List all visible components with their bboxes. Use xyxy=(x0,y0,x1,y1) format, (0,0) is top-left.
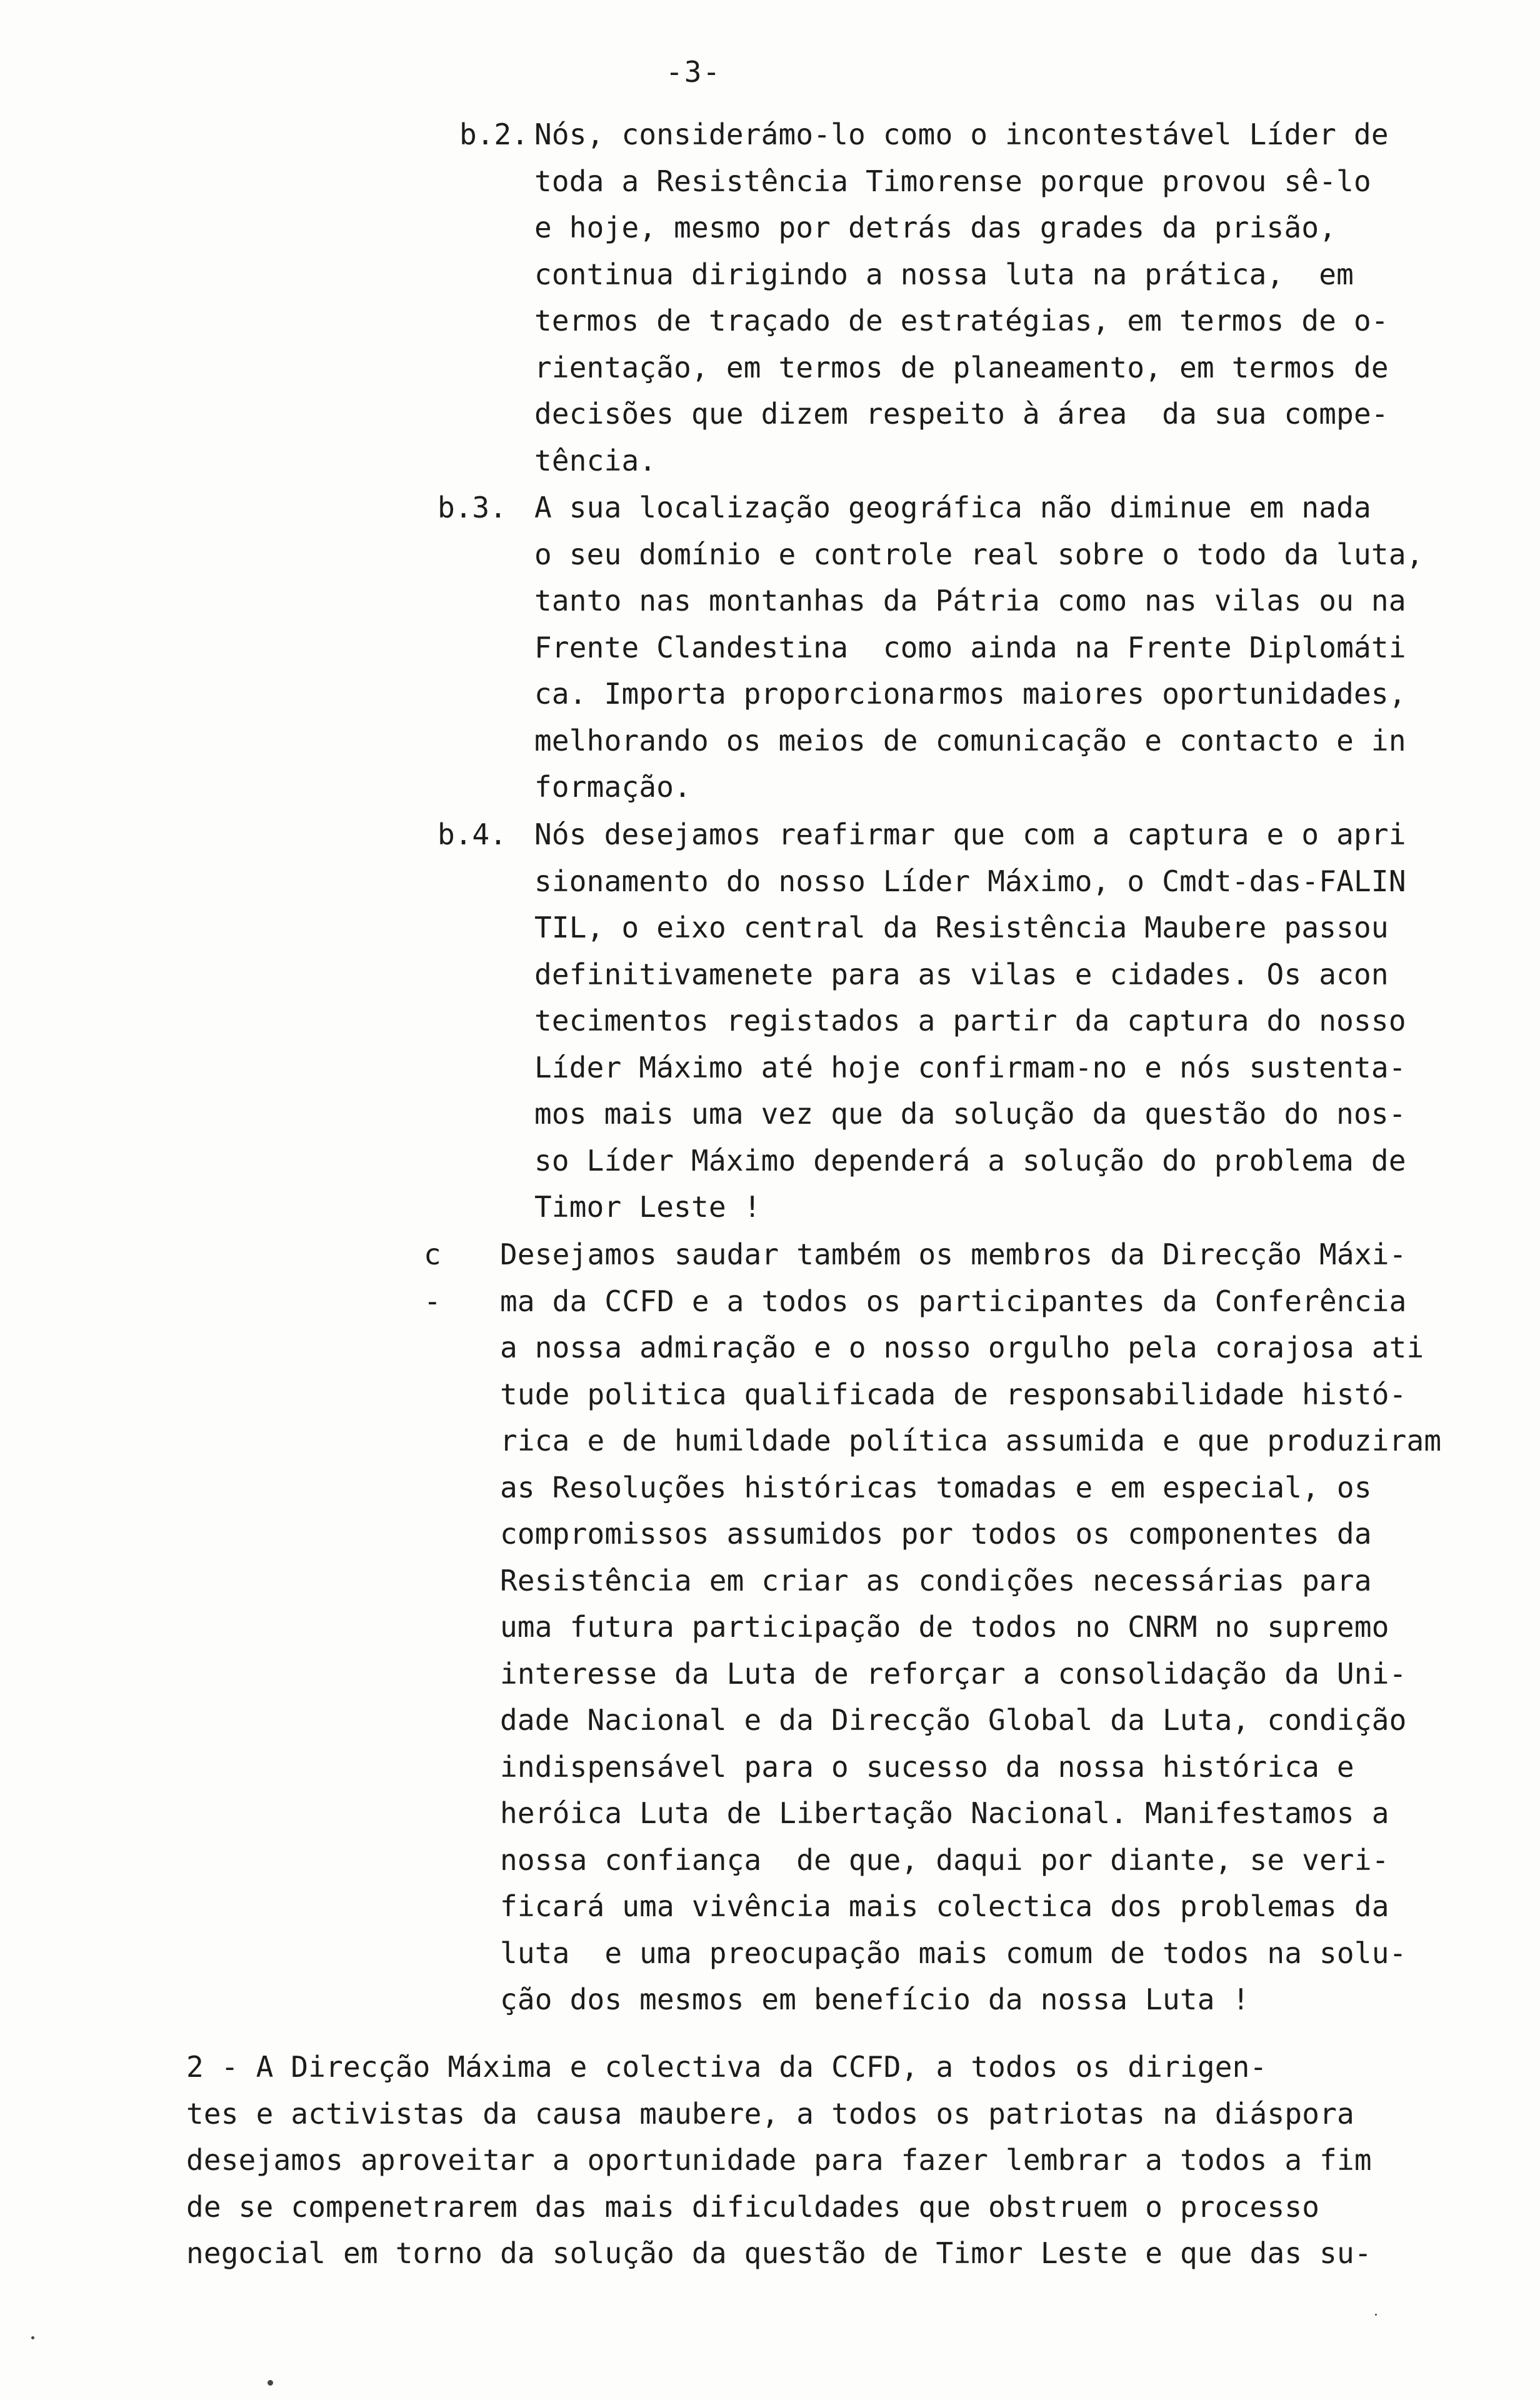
text-line: continua dirigindo a nossa luta na prática, em xyxy=(534,257,1354,291)
text-line: heróica Luta de Libertação Nacional. Manifestamos a xyxy=(500,1796,1389,1830)
item-label: b.3. xyxy=(438,491,507,524)
text-line: decisões que dizem respeito à área da sua compe- xyxy=(534,397,1389,431)
item-text xyxy=(500,1231,1441,2023)
text-line: as Resoluções históricas tomadas e em especial, os xyxy=(500,1470,1372,1504)
text-line: compromissos assumidos por todos os componentes da xyxy=(500,1517,1372,1551)
text-line: desejamos aproveitar a oportunidade para fazer lembrar a todos a fim xyxy=(186,2143,1372,2177)
text-line: so Líder Máximo dependerá a solução do problema de xyxy=(534,1143,1406,1178)
text-line: e hoje, mesmo por detrás das grades da prisão, xyxy=(534,211,1337,244)
text-line: Nós, considerámo-lo como o incontestável Líder de xyxy=(534,118,1389,151)
item-text xyxy=(534,484,1424,811)
text-line: negocial em torno da solução da questão de Timor Leste e que das su- xyxy=(186,2236,1372,2270)
text-line: tência. xyxy=(534,443,657,478)
text-line: ma da CCFD e a todos os participantes da Conferência xyxy=(500,1284,1407,1318)
text-line: formação. xyxy=(534,770,692,804)
text-line: rica e de humildade política assumida e que produziram xyxy=(500,1424,1442,1458)
item-label: c - xyxy=(424,1238,441,1318)
text-line: nossa confiança de que, daqui por diante, se veri- xyxy=(500,1842,1389,1877)
item-label: b.4. xyxy=(438,818,507,851)
text-line: indispensável para o sucesso da nossa histórica e xyxy=(500,1749,1354,1784)
text-line: Timor Leste ! xyxy=(534,1190,761,1224)
text-line: rientação, em termos de planeamento, em termos de xyxy=(534,350,1389,384)
text-line: ção dos mesmos em benefício da nossa Luta ! xyxy=(500,1982,1250,2016)
item-label: b.2. xyxy=(459,118,529,151)
text-line: 2 - A Direcção Máxima e colectiva da CCFD, a todos os dirigen- xyxy=(186,2050,1268,2084)
text-line: toda a Resistência Timorense porque provou sê-lo xyxy=(534,164,1371,198)
text-line: A sua localização geográfica não diminue em nada xyxy=(534,491,1371,524)
text-line: o seu domínio e controle real sobre o todo da luta, xyxy=(534,537,1424,571)
text-line: Frente Clandestina como ainda na Frente Diplomáti xyxy=(534,630,1406,664)
text-line: mos mais uma vez que da solução da questão do nos- xyxy=(534,1097,1406,1131)
text-line: tude politica qualificada de responsabilidade histó- xyxy=(500,1377,1407,1411)
text-line: TIL, o eixo central da Resistência Maubere passou xyxy=(534,911,1389,944)
text-line: Desejamos saudar também os membros da Direcção Máxi- xyxy=(500,1238,1407,1271)
text-line: Nós desejamos reafirmar que com a captura e o apri xyxy=(534,818,1406,851)
text-line: dade Nacional e da Direcção Global da Luta, condição xyxy=(500,1703,1407,1737)
paragraph-2 xyxy=(186,2044,1372,2277)
scan-speck xyxy=(268,2380,273,2386)
text-line: ca. Importa proporcionarmos maiores oportunidades, xyxy=(534,677,1406,711)
text-line: termos de traçado de estratégias, em termos de o- xyxy=(534,304,1389,338)
text-line: interesse da Luta de reforçar a consolidação da Uni- xyxy=(500,1656,1407,1691)
text-line: luta e uma preocupação mais comum de todos na solu- xyxy=(500,1936,1407,1970)
text-line: Resistência em criar as condições necessárias para xyxy=(500,1563,1372,1598)
scan-speck xyxy=(31,2336,34,2339)
text-line: sionamento do nosso Líder Máximo, o Cmdt-das-FALIN xyxy=(534,864,1406,898)
item-text xyxy=(534,111,1389,484)
scan-speck xyxy=(1375,2314,1377,2316)
text-line: melhorando os meios de comunicação e contacto e in xyxy=(534,723,1406,758)
item-text xyxy=(534,811,1406,1231)
text-line: ficará uma vivência mais colectica dos problemas da xyxy=(500,1889,1389,1923)
text-line: Líder Máximo até hoje confirmam-no e nós sustenta- xyxy=(534,1050,1406,1084)
text-line: uma futura participação de todos no CNRM no supremo xyxy=(500,1610,1389,1644)
text-line: de se compenetrarem das mais dificuldades que obstruem o processo xyxy=(186,2189,1320,2224)
text-line: tecimentos registados a partir da captura do nosso xyxy=(534,1004,1406,1038)
text-line: tanto nas montanhas da Pátria como nas vilas ou na xyxy=(534,584,1406,618)
text-line: definitivamenete para as vilas e cidades. Os acon xyxy=(534,957,1389,991)
text-line: a nossa admiração e o nosso orgulho pela corajosa ati xyxy=(500,1331,1424,1364)
text-line: tes e activistas da causa maubere, a todos os patriotas na diáspora xyxy=(186,2096,1354,2131)
page-number: -3- xyxy=(666,55,722,89)
